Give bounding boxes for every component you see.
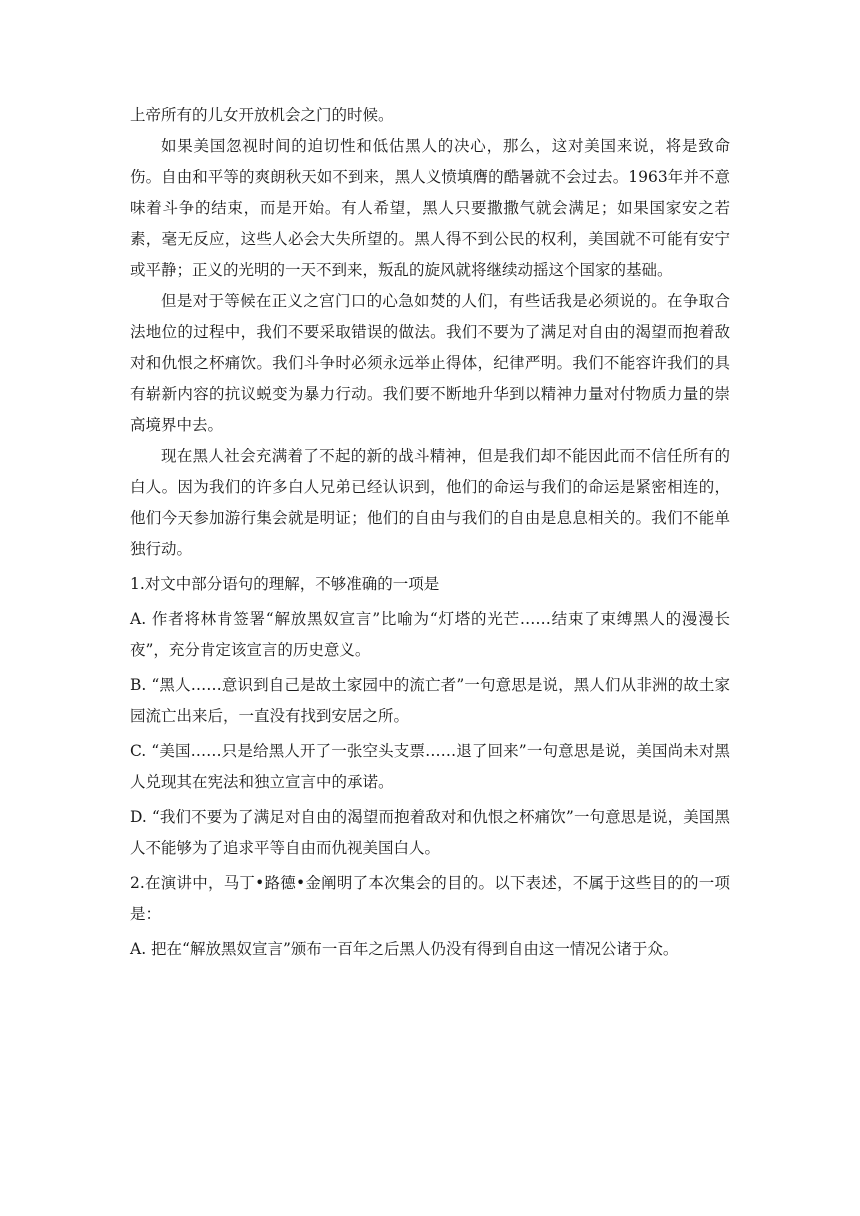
passage-paragraph-1: 上帝所有的儿女开放机会之门的时候。 xyxy=(130,106,394,124)
question-2-option-a: A. 把在“解放黑奴宣言”颁布一百年之后黑人仍没有得到自由这一情况公诸于众。 xyxy=(130,940,679,958)
passage-paragraph-2: 如果美国忽视时间的迫切性和低估黑人的决心，那么，这对美国来说，将是致命伤。自由和平等的爽朗秋天如不到来，黑人义愤填膺的酷暑就不会过去。1963年并不意味着斗争的结束，而是开始。有人希望，黑人只要撒撒气就会满足；如果国家安之若素，毫无反应，这些人必会大失所望的。黑人得不到公民的权利，美国就不可能有安宁或平静；正义的光明的一天不到来，叛乱的旋风就将继续动摇这个国家的基础。 xyxy=(130,137,730,279)
document-page xyxy=(130,100,730,965)
question-1 xyxy=(130,569,730,864)
question-1-option-a: A. 作者将林肯签署“解放黑奴宣言”比喻为“灯塔的光芒……结束了束缚黑人的漫漫长夜”，充分肯定该宣言的历史意义。 xyxy=(130,610,730,659)
question-2-stem: 2.在演讲中，马丁•路德•金阐明了本次集会的目的。以下表述，不属于这些目的的一项是： xyxy=(130,874,730,923)
question-1-option-b: B. “黑人……意识到自己是故土家园中的流亡者”一句意思是说，黑人们从非洲的故土家园流亡出来后，一直没有找到安居之所。 xyxy=(130,676,730,725)
question-1-stem: 1.对文中部分语句的理解，不够准确的一项是 xyxy=(130,575,440,593)
passage-paragraph-3: 但是对于等候在正义之宫门口的心急如焚的人们，有些话我是必须说的。在争取合法地位的过程中，我们不要采取错误的做法。我们不要为了满足对自由的渴望而抱着敌对和仇恨之杯痛饮。我们斗争时必须永远举止得体，纪律严明。我们不能容许我们的具有崭新内容的抗议蜕变为暴力行动。我们要不断地升华到以精神力量对付物质力量的崇高境界中去。 xyxy=(130,292,730,434)
question-2 xyxy=(130,868,730,965)
question-1-option-c: C. “美国……只是给黑人开了一张空头支票……退了回来”一句意思是说，美国尚未对黑人兑现其在宪法和独立宣言中的承诺。 xyxy=(130,742,730,791)
question-1-option-d: D. “我们不要为了满足对自由的渴望而抱着敌对和仇恨之杯痛饮”一句意思是说，美国黑人不能够为了追求平等自由而仇视美国白人。 xyxy=(130,808,730,857)
passage-paragraph-4: 现在黑人社会充满着了不起的新的战斗精神，但是我们却不能因此而不信任所有的白人。因为我们的许多白人兄弟已经认识到，他们的命运与我们的命运是紧密相连的，他们今天参加游行集会就是明证；他们的自由与我们的自由是息息相关的。我们不能单独行动。 xyxy=(130,447,730,558)
